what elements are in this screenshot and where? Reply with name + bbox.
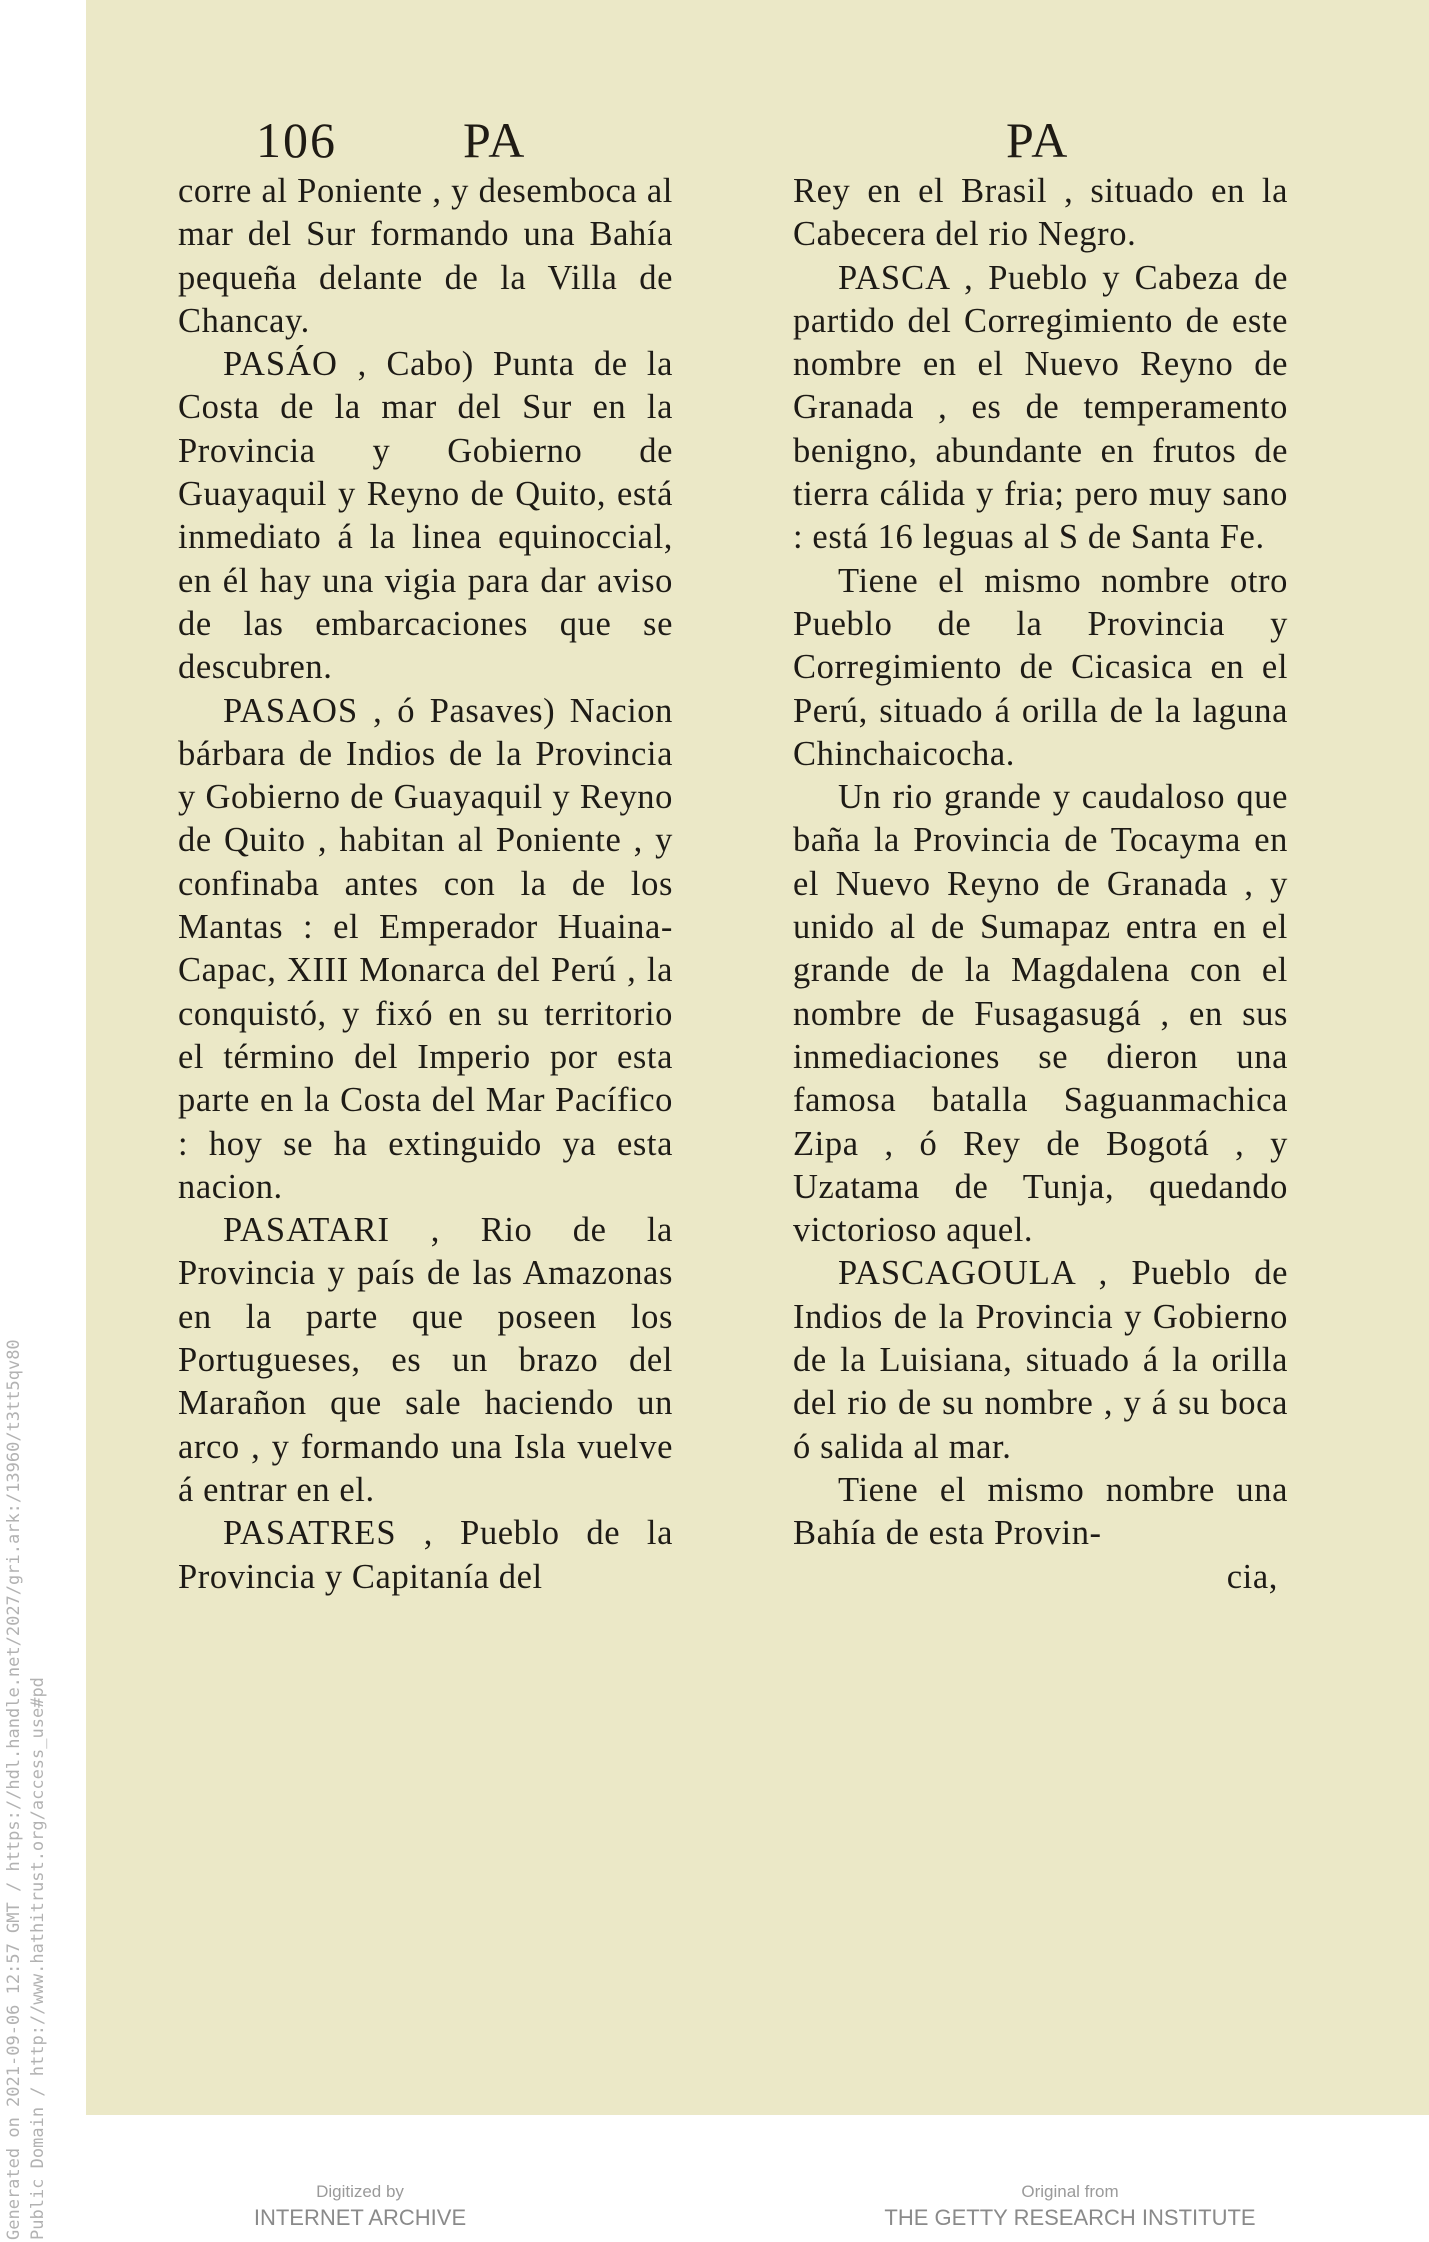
entry-paragraph — [178, 690, 673, 1210]
left-column — [178, 170, 673, 1599]
digitized-by-label: Digitized by — [316, 2182, 404, 2201]
digitized-by-credit — [210, 2180, 510, 2232]
entry-text: Pueblo de la Provincia y Capitanía del — [178, 1514, 674, 1596]
watermark-line-2: Public Domain / http://www.hathitrust.org/access_use#pd — [28, 1677, 48, 2240]
entry-text: Tiene el mismo nombre una Bahía de esta Provin- — [793, 1470, 1288, 1553]
hathitrust-watermark — [2, 1100, 62, 2240]
entry-paragraph — [793, 257, 1288, 560]
entry-headword: PASAOS , — [223, 691, 383, 730]
catchword: cia, — [1226, 1557, 1278, 1596]
entry-paragraph — [793, 1469, 1288, 1556]
entry-text: Rio de la Provincia y país de las Amazonas en la parte que poseen los Portugueses, es un brazo del Marañon que sale haciendo un arco , y formando una Isla vuelve á entrar en el. — [178, 1211, 673, 1509]
entry-headword: PASÁO , — [223, 345, 368, 384]
entry-paragraph — [178, 170, 673, 343]
getty-institute-label: THE GETTY RESEARCH INSTITUTE — [884, 2205, 1256, 2230]
entry-paragraph — [793, 1252, 1288, 1468]
entry-paragraph — [178, 1209, 673, 1512]
right-running-head: PA — [1006, 112, 1070, 168]
entry-text: corre al Poniente , y desemboca al mar del Sur formando una Bahía pequeña delante de la Villa de Chancay. — [178, 172, 673, 340]
entry-paragraph — [178, 343, 673, 689]
entry-headword: PASCAGOULA , — [838, 1254, 1109, 1293]
page-number: 106 — [256, 112, 337, 168]
entry-paragraph — [793, 560, 1288, 776]
entry-text: Cabo) Punta de la Costa de la mar del Sur en la Provincia y Gobierno de Guayaquil y Reyno de Quito, está inmediato á la linea equinoccial, en él hay una vigia para dar aviso de las embarcaciones que se descubren. — [178, 345, 673, 687]
entry-headword: PASATRES , — [223, 1514, 434, 1553]
original-from-label: Original from — [1021, 2182, 1119, 2201]
entry-text: Un rio grande y caudaloso que baña la Provincia de Tocayma en el Nuevo Reyno de Granada , y unido al de Sumapaz entra en el grande de la Magdalena con el nombre de Fusagasugá , en sus inmediaciones se dieron una famosa batalla Saguanmachica Zipa , ó Rey de Bogotá , y Uzatama de Tunja, quedando victorioso aquel. — [793, 778, 1288, 1250]
entry-text: Rey en el Brasil , situado en la Cabecera del rio Negro. — [793, 172, 1288, 254]
entry-paragraph — [793, 776, 1288, 1252]
entry-text: Pueblo y Cabeza de partido del Corregimiento de este nombre en el Nuevo Reyno de Granada , es de temperamento benigno, abundante en frutos de tierra cálida y fria; pero muy sano : está 16 leguas al S de Santa Fe. — [793, 258, 1288, 557]
right-column — [793, 170, 1288, 1599]
entry-headword: PASATARI , — [223, 1211, 441, 1250]
left-running-head: PA — [463, 112, 527, 168]
entry-headword: PASCA , — [838, 258, 974, 297]
entry-paragraph — [178, 1512, 673, 1599]
internet-archive-label: INTERNET ARCHIVE — [253, 2205, 467, 2230]
watermark-line-1: Generated on 2021-09-06 12:57 GMT / https://hdl.handle.net/2027/gri.ark:/13960/t3tt5qv80 — [4, 1339, 24, 2240]
original-from-credit — [860, 2180, 1280, 2232]
entry-text: Pueblo de Indios de la Provincia y Gobierno de la Luisiana, situado á la orilla del rio de su nombre , y á su boca ó salida al mar. — [793, 1254, 1288, 1466]
entry-text: Tiene el mismo nombre otro Pueblo de la Provincia y Corregimiento de Cicasica en el Perú, situado á orilla de la laguna Chinchaicocha. — [793, 561, 1288, 773]
entry-paragraph — [793, 170, 1288, 257]
entry-text: ó Pasaves) Nacion bárbara de Indios de la Provincia y Gobierno de Guayaquil y Reyno de Quito , habitan al Poniente , y confinaba antes con la de los Mantas : el Emperador Huaina-Capac, XIII Monarca del Perú , la conquistó, y fixó en su territorio el término del Imperio por esta parte en la Costa del Mar Pacífico : hoy se ha extinguido ya esta nacion. — [178, 691, 674, 1206]
book-page — [86, 0, 1429, 2115]
